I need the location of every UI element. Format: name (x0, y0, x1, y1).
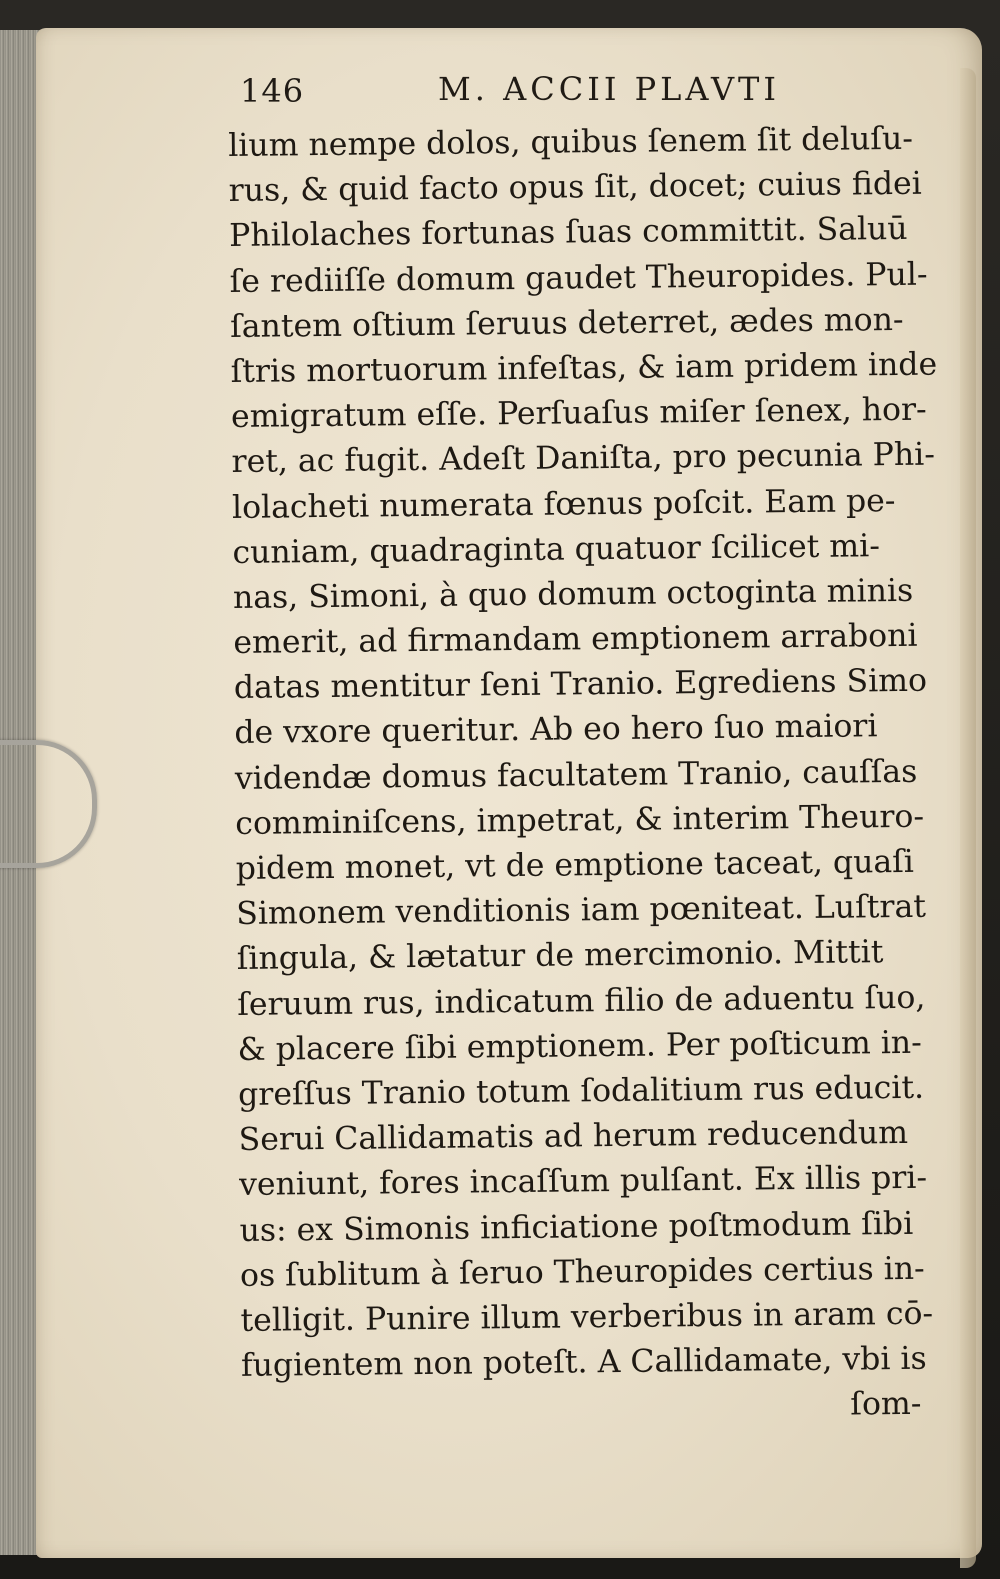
text-line: fugientem non poteſt. A Callidamate, vbi is (240, 1340, 927, 1384)
text-line: Serui Callidamatis ad herum reducendum (238, 1115, 909, 1159)
body-text (228, 116, 982, 1434)
text-line: Simonem venditionis iam pœniteat. Luſtrat (236, 888, 927, 933)
text-line: & placere ſibi emptionem. Per poſticum in- (237, 1024, 922, 1068)
text-line: emigratum eſſe. Perſuaſus miſer ſenex, hor- (230, 391, 927, 436)
text-line: ſeruum rus, indicatum filio de aduentu ſuo, (237, 979, 926, 1023)
text-line: ſantem oſtium ſeruus deterret, ædes mon- (229, 301, 904, 345)
text-line: veniunt, fores incaſſum pulſant. Ex illis pri- (238, 1160, 928, 1204)
text-line: pidem monet, vt de emptione taceat, quaſi (235, 843, 915, 887)
text-line: os ſublitum à ſeruo Theuropides certius in- (239, 1250, 925, 1294)
text-line: datas mentitur ſeni Tranio. Egrediens Simo (233, 662, 928, 707)
text-line: emerit, ad firmandam emptionem arraboni (233, 617, 918, 662)
text-line: us: ex Simonis inficiatione poſtmodum ſibi (239, 1205, 914, 1249)
text-line: comminiſcens, impetrat, & interim Theuro- (235, 798, 925, 842)
text-line: ret, ac fugit. Adeſt Daniſta, pro pecunia Phi- (231, 436, 936, 481)
page-header (230, 70, 810, 120)
text-line: de vxore queritur. Ab eo hero ſuo maiori (234, 708, 878, 752)
text-line: rus, & quid facto opus ſit, docet; cuius fidei (228, 165, 922, 210)
text-line: videndæ domus facultatem Tranio, cauſſas (234, 753, 918, 797)
text-line: greſſus Tranio totum ſodalitium rus educit. (237, 1069, 925, 1113)
running-head: M. ACCII PLAVTI (438, 70, 781, 108)
text-line: lolacheti numerata fœnus poſcit. Eam pe- (231, 482, 896, 526)
text-line: ſe rediiſſe domum gaudet Theuropides. Pul- (229, 256, 928, 300)
catchword: ſom- (850, 1386, 922, 1423)
text-line: Philolaches fortunas ſuas committit. Saluū (228, 211, 908, 255)
text-line: telligit. Punire illum verberibus in aram cō- (240, 1295, 934, 1339)
page-number: 146 (240, 72, 305, 110)
text-line: lium nempe dolos, quibus ſenem ſit deluſu- (228, 120, 914, 164)
text-line: ſingula, & lætatur de mercimonio. Mittit (236, 934, 884, 978)
text-line: ſtris mortuorum infeſtas, & iam pridem inde (230, 346, 938, 390)
text-line: nas, Simoni, à quo domum octoginta minis (232, 572, 914, 616)
text-line: cuniam, quadraginta quatuor ſcilicet mi- (232, 527, 881, 571)
